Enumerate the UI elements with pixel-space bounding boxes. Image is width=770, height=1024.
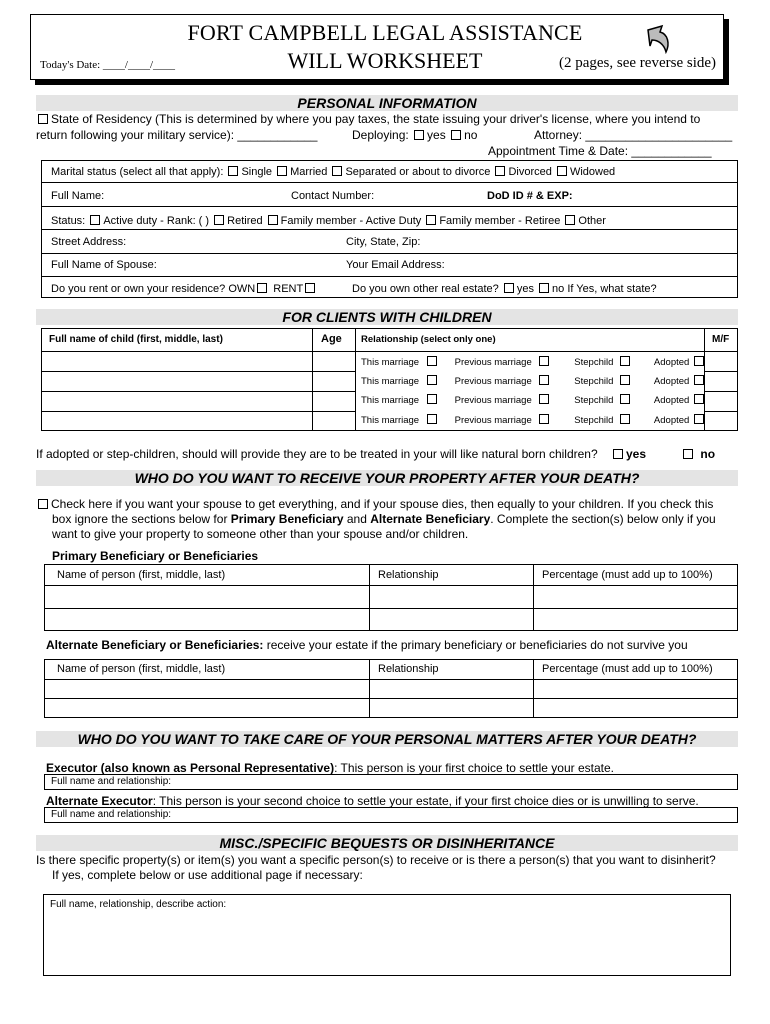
deploying-label: Deploying: [352,128,409,142]
deploying-no-label: no [464,128,478,142]
personal-info-heading: PERSONAL INFORMATION [36,95,738,111]
col-mf: M/F [712,334,730,345]
alternate-executor-desc: : This person is your second choice to settle your estate, if your first choice dies or is unwilling to serve. [152,794,699,808]
bequests-textarea[interactable] [43,894,731,976]
family-retiree-checkbox[interactable] [426,215,436,225]
previous-marriage-checkbox[interactable] [539,356,549,366]
stepchild-checkbox[interactable] [620,356,630,366]
adopted-label: Adopted [653,376,690,387]
previous-marriage-checkbox[interactable] [539,394,549,404]
residence-row [51,283,318,295]
divider [41,351,738,352]
stepchild-checkbox[interactable] [620,375,630,385]
adopted-label: Adopted [653,395,690,406]
divorced-label: Divorced [508,166,552,178]
full-name-field[interactable]: Full Name: [51,190,105,202]
adopted-label: Adopted [653,357,690,368]
form-subtitle: WILL WORKSHEET [287,48,483,73]
misc-question: Is there specific property(s) or item(s) you want a specific person(s) to receive or is there a person(s) that you want to disinherit? [36,853,716,867]
adopted-checkbox[interactable] [694,375,704,385]
col-age: Age [321,333,342,345]
own-checkbox[interactable] [257,283,267,293]
divider [355,328,356,431]
deploying-yes-label: yes [427,128,446,142]
children-heading: FOR CLIENTS WITH CHILDREN [36,309,738,325]
this-marriage-checkbox[interactable] [427,414,437,424]
widowed-checkbox[interactable] [557,166,567,176]
alternate-heading-desc: receive your estate if the primary beneficiary or beneficiaries do not survive you [263,638,688,652]
executor-field-label: Full name and relationship: [51,776,172,787]
child-row-2-relationship [361,375,707,387]
residency-line-1 [36,112,700,126]
marital-label: Marital status (select all that apply): [51,166,224,178]
child-row-4-relationship [361,414,707,426]
spouse-everything-checkbox[interactable] [38,499,48,509]
divider [369,659,370,718]
divider [312,328,313,431]
stepchild-label: Stepchild [574,357,614,368]
divider [44,608,738,609]
adopted-yes-label: yes [626,447,647,461]
real-estate-no-checkbox[interactable] [539,283,549,293]
marital-status-row [51,166,615,178]
divider [44,679,738,680]
alternate-executor-field[interactable] [44,807,738,823]
primary-col-name: Name of person (first, middle, last) [57,569,226,581]
adopted-no-label: no [700,447,716,461]
divider [704,391,738,392]
divider [41,391,355,392]
this-marriage-checkbox[interactable] [427,375,437,385]
executor-desc: : This person is your first choice to settle your estate. [334,761,615,775]
primary-bold-text: Primary Beneficiary [230,512,344,526]
previous-marriage-label: Previous marriage [454,357,532,368]
adopted-yes-checkbox[interactable] [613,449,623,459]
real-estate-yes-label: yes [516,283,534,295]
this-marriage-label: This marriage [361,415,420,426]
rent-checkbox[interactable] [305,283,315,293]
alternate-heading-bold: Alternate Beneficiary or Beneficiaries: [46,638,264,652]
stepchild-label: Stepchild [574,376,614,387]
stepchild-checkbox[interactable] [620,414,630,424]
spouse-everything-line-3: want to give your property to someone other than your spouse and/or children. [52,527,469,541]
other-status-label: Other [578,215,606,227]
executor-label: Executor (also known as Personal Representative) [46,761,335,775]
married-checkbox[interactable] [277,166,287,176]
adopted-question-text: If adopted or step-children, should will provide they are to be treated in your will like natural born children? [36,447,598,461]
spouse-name-field[interactable]: Full Name of Spouse: [51,259,157,271]
city-state-zip-field[interactable]: City, State, Zip: [346,236,421,248]
family-active-checkbox[interactable] [268,215,278,225]
personal-matters-heading: WHO DO YOU WANT TO TAKE CARE OF YOUR PERSONAL MATTERS AFTER YOUR DEATH? [36,731,738,747]
primary-beneficiary-heading: Primary Beneficiary or Beneficiaries [52,549,259,563]
status-label: Status: [51,215,86,227]
col-child-name: Full name of child (first, middle, last) [49,334,223,345]
form-title: FORT CAMPBELL LEGAL ASSISTANCE [187,20,583,45]
divider [369,564,370,631]
alternate-executor-label: Alternate Executor [46,794,153,808]
dod-id-field[interactable]: DoD ID # & EXP: [487,190,573,202]
executor-field[interactable] [44,774,738,790]
adopted-label: Adopted [653,415,690,426]
divider [44,585,738,586]
divider [41,371,355,372]
page-turn-arrow-icon [640,22,674,56]
adopted-checkbox[interactable] [694,394,704,404]
married-label: Married [290,166,328,178]
divider [704,371,738,372]
adopted-question-row [36,447,715,461]
family-active-label: Family member - Active Duty [280,215,422,227]
widowed-label: Widowed [569,166,616,178]
previous-marriage-label: Previous marriage [454,415,532,426]
residency-text: State of Residency (This is determined by where you pay taxes, the state issuing your driver's license, where you intend to [51,112,701,126]
email-field[interactable]: Your Email Address: [346,259,445,271]
this-marriage-label: This marriage [361,357,420,368]
child-row-3-relationship [361,394,707,406]
stepchild-label: Stepchild [574,395,614,406]
deploying-field [352,128,477,142]
active-duty-label: Active duty - Rank: ( ) [103,215,210,227]
street-address-field[interactable]: Street Address: [51,236,127,248]
previous-marriage-checkbox[interactable] [539,414,549,424]
misc-instruction: If yes, complete below or use additional page if necessary: [52,868,363,882]
status-row [51,215,606,227]
todays-date-field[interactable]: Today's Date: ____/____/____ [40,59,176,71]
own-label: Do you rent or own your residence? OWN [51,283,256,295]
previous-marriage-checkbox[interactable] [539,375,549,385]
alternate-beneficiary-heading [46,638,688,652]
real-estate-no-label: no [552,283,565,295]
alternate-bold-text: Alternate Beneficiary [370,512,491,526]
residency-line-2[interactable]: return following your military service): ____________ [36,128,318,142]
single-checkbox[interactable] [228,166,238,176]
line-text: box ignore the sections below for [52,512,231,526]
adopted-checkbox[interactable] [694,414,704,424]
divorced-checkbox[interactable] [495,166,505,176]
previous-marriage-label: Previous marriage [454,376,532,387]
this-marriage-label: This marriage [361,376,420,387]
this-marriage-checkbox[interactable] [427,394,437,404]
stepchild-checkbox[interactable] [620,394,630,404]
this-marriage-checkbox[interactable] [427,356,437,366]
executor-row [46,761,614,775]
real-estate-label: Do you own other real estate? [352,283,499,295]
divider [533,564,534,631]
alternate-executor-row [46,794,699,808]
rent-label: RENT [273,283,304,295]
family-retiree-label: Family member - Retiree [439,215,561,227]
divider [41,411,355,412]
alternate-executor-field-label: Full name and relationship: [51,809,172,820]
this-marriage-label: This marriage [361,395,420,406]
divider [41,206,738,207]
divider [704,411,738,412]
retired-checkbox[interactable] [214,215,224,225]
single-label: Single [241,166,273,178]
contact-number-field[interactable]: Contact Number: [291,190,375,202]
deploying-yes-checkbox[interactable] [414,130,424,140]
child-row-1-relationship [361,356,707,368]
alternate-col-percentage: Percentage (must add up to 100%) [542,663,713,675]
active-duty-checkbox[interactable] [90,215,100,225]
primary-col-relationship: Relationship [378,569,439,581]
retired-label: Retired [227,215,263,227]
adopted-no-checkbox[interactable] [683,449,693,459]
divider [44,698,738,699]
attorney-field[interactable]: Attorney: ______________________ [534,128,733,142]
spouse-everything-text: Check here if you want your spouse to get everything, and if your spouse dies, then equally to your children. If you check this [51,497,714,511]
spouse-everything-line-2 [52,512,716,526]
divider [41,276,738,277]
other-status-checkbox[interactable] [565,215,575,225]
alternate-col-relationship: Relationship [378,663,439,675]
line-text: and [343,512,371,526]
divider [41,253,738,254]
real-estate-yes-checkbox[interactable] [504,283,514,293]
spouse-everything-line-1 [36,497,713,511]
primary-col-percentage: Percentage (must add up to 100%) [542,569,713,581]
if-yes-state-label: If Yes, what state? [567,283,657,295]
stepchild-label: Stepchild [574,415,614,426]
divider [41,182,738,183]
separated-checkbox[interactable] [332,166,342,176]
appointment-field[interactable]: Appointment Time & Date: ____________ [488,144,712,158]
col-relationship: Relationship (select only one) [361,334,496,345]
previous-marriage-label: Previous marriage [454,395,532,406]
divider [533,659,534,718]
adopted-checkbox[interactable] [694,356,704,366]
pages-note: (2 pages, see reverse side) [559,55,717,71]
separated-label: Separated or about to divorce [345,166,491,178]
property-heading: WHO DO YOU WANT TO RECEIVE YOUR PROPERTY AFTER YOUR DEATH? [36,470,738,486]
misc-heading: MISC./SPECIFIC BEQUESTS OR DISINHERITANCE [36,835,738,851]
residency-checkbox[interactable] [38,114,48,124]
alternate-col-name: Name of person (first, middle, last) [57,663,226,675]
divider [41,229,738,230]
deploying-no-checkbox[interactable] [451,130,461,140]
bequests-field-label: Full name, relationship, describe action: [50,899,227,910]
line-text: . Complete the section(s) below only if you [490,512,716,526]
real-estate-row [352,283,657,295]
